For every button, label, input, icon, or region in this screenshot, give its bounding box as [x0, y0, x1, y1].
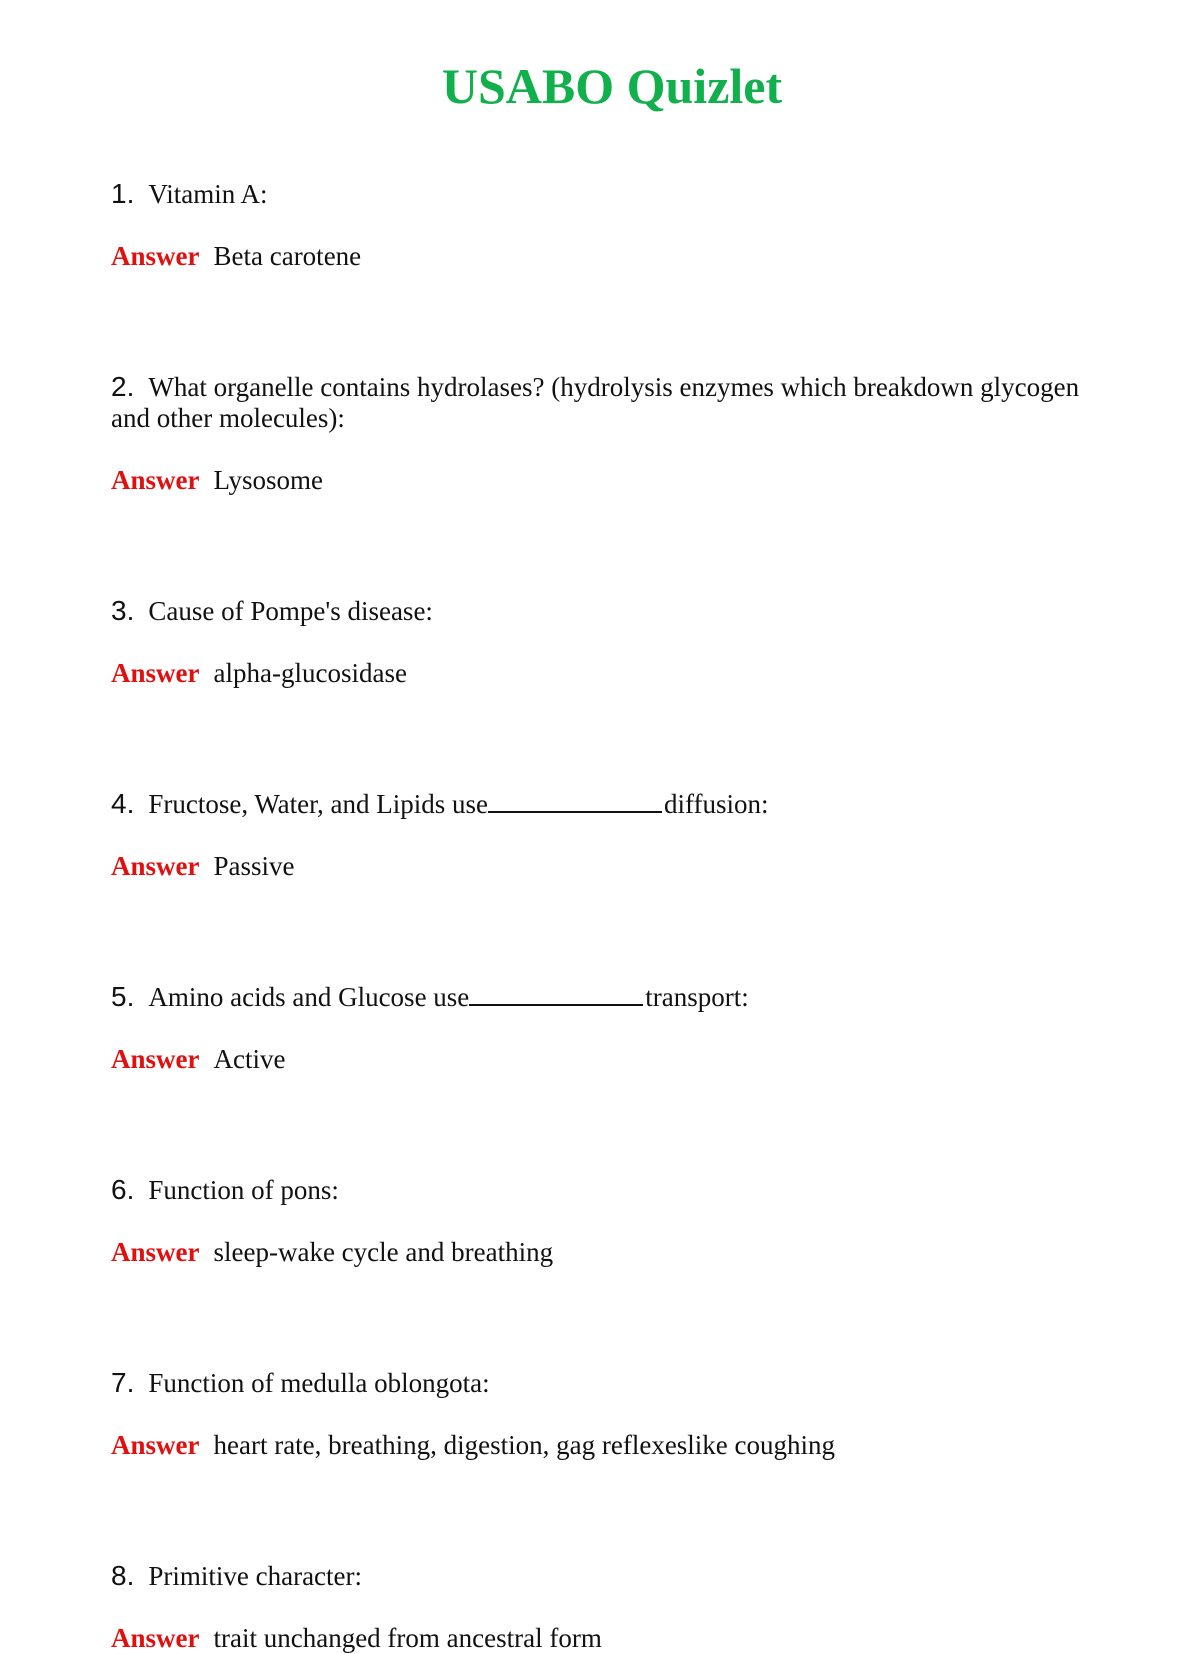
question-item-8: [111, 1560, 1111, 1654]
answer-text: sleep-wake cycle and breathing: [213, 1237, 554, 1267]
answer-text: Lysosome: [213, 465, 324, 495]
question-number: 1.: [111, 178, 135, 209]
answer-text: alpha-glucosidase: [213, 658, 407, 688]
answer-line: [111, 658, 1111, 689]
question-label: Vitamin A:: [148, 179, 268, 209]
question-item-2: [111, 371, 1111, 496]
answer-line: [111, 1430, 1111, 1461]
answer-label: Answer: [111, 1430, 200, 1460]
question-label: Function of pons:: [148, 1175, 339, 1205]
question-text: [111, 1367, 1111, 1399]
question-text: [111, 178, 1111, 210]
answer-line: [111, 465, 1111, 496]
question-item-3: [111, 595, 1111, 689]
question-text: [111, 371, 1111, 434]
answer-text: Active: [213, 1044, 286, 1074]
question-item-4: [111, 788, 1111, 882]
answer-label: Answer: [111, 1044, 200, 1074]
answer-line: [111, 1044, 1111, 1075]
question-item-7: [111, 1367, 1111, 1461]
question-item-1: [111, 178, 1111, 272]
fill-in-blank: [488, 789, 662, 813]
question-label: Primitive character:: [148, 1561, 363, 1591]
question-label: Function of medulla oblongota:: [148, 1368, 490, 1398]
question-label-before: Fructose, Water, and Lipids use: [148, 789, 489, 819]
question-number: 2.: [111, 371, 135, 402]
answer-line: [111, 241, 1111, 272]
answer-label: Answer: [111, 658, 200, 688]
question-item-6: [111, 1174, 1111, 1268]
question-number: 7.: [111, 1367, 135, 1398]
answer-line: [111, 1237, 1111, 1268]
question-text: [111, 595, 1111, 627]
answer-text: trait unchanged from ancestral form: [213, 1623, 602, 1653]
question-list: [111, 178, 1111, 1654]
answer-label: Answer: [111, 1623, 200, 1653]
answer-text: heart rate, breathing, digestion, gag reflexeslike coughing: [213, 1430, 836, 1460]
answer-line: [111, 1623, 1111, 1654]
answer-label: Answer: [111, 851, 200, 881]
question-number: 6.: [111, 1174, 135, 1205]
question-number: 8.: [111, 1560, 135, 1591]
answer-text: Passive: [213, 851, 295, 881]
answer-line: [111, 851, 1111, 882]
question-label-after: transport:: [645, 982, 749, 1012]
question-text: [111, 788, 1111, 820]
question-number: 5.: [111, 981, 135, 1012]
question-label-before: Amino acids and Glucose use: [148, 982, 470, 1012]
answer-label: Answer: [111, 241, 200, 271]
question-item-5: [111, 981, 1111, 1075]
page-title: USABO Quizlet: [441, 58, 783, 114]
question-label: Cause of Pompe's disease:: [148, 596, 433, 626]
question-text: [111, 1174, 1111, 1206]
question-number: 4.: [111, 788, 135, 819]
question-text: [111, 1560, 1111, 1592]
question-label-after: diffusion:: [664, 789, 769, 819]
question-text: [111, 981, 1111, 1013]
question-label: What organelle contains hydrolases? (hydrolysis enzymes which breakdown glycogen and other molecules):: [111, 372, 1080, 433]
fill-in-blank: [469, 982, 643, 1006]
answer-text: Beta carotene: [213, 241, 362, 271]
answer-label: Answer: [111, 1237, 200, 1267]
question-number: 3.: [111, 595, 135, 626]
answer-label: Answer: [111, 465, 200, 495]
